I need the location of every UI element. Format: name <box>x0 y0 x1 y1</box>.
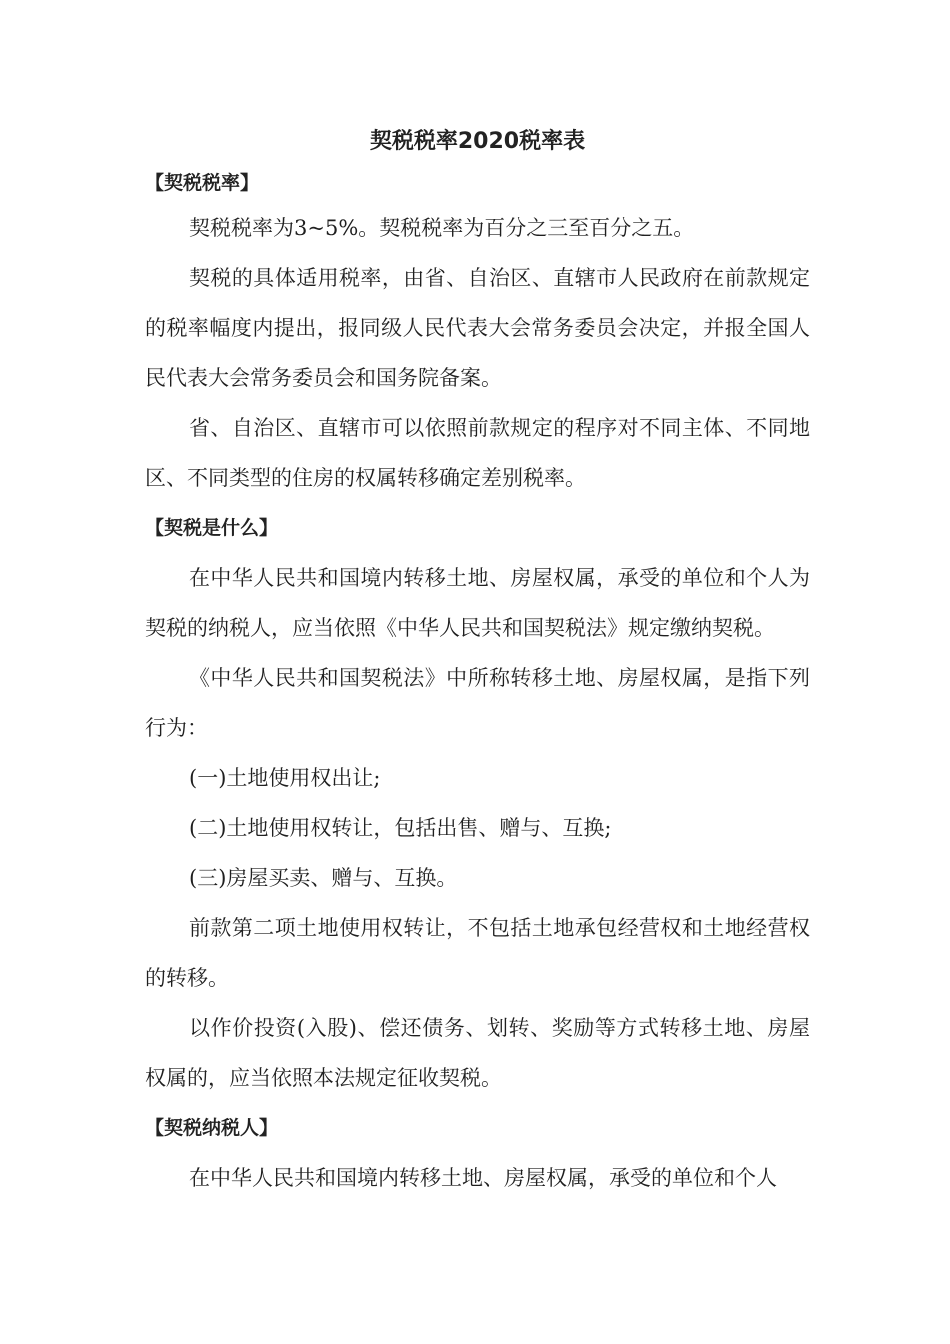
section-tax-rate <box>145 163 810 503</box>
list-item: (三)房屋买卖、赠与、互换。 <box>189 866 458 890</box>
paragraph: 在中华人民共和国境内转移土地、房屋权属，承受的单位和个人 <box>189 1166 777 1190</box>
paragraph: 省、自治区、直辖市可以依照前款规定的程序对不同主体、不同地区、不同类型的住房的权属转移确定差别税率。 <box>145 416 810 490</box>
list-item: (一)土地使用权出让; <box>189 766 381 790</box>
paragraph: 以作价投资(入股)、偿还债务、划转、奖励等方式转移土地、房屋权属的，应当依照本法规定征收契税。 <box>145 1016 810 1090</box>
paragraph: 前款第二项土地使用权转让，不包括土地承包经营权和土地经营权的转移。 <box>145 916 810 990</box>
section-heading: 【契税税率】 <box>145 172 260 194</box>
list-item: (二)土地使用权转让，包括出售、赠与、互换; <box>189 816 612 840</box>
paragraph: 契税税率为3~5%。契税税率为百分之三至百分之五。 <box>189 216 695 240</box>
section-heading: 【契税是什么】 <box>145 517 279 539</box>
section-taxpayer <box>145 1103 810 1203</box>
paragraph: 《中华人民共和国契税法》中所称转移土地、房屋权属，是指下列行为： <box>145 666 810 740</box>
section-what-is-deed-tax <box>145 503 810 1103</box>
paragraph: 契税的具体适用税率，由省、自治区、直辖市人民政府在前款规定的税率幅度内提出，报同级人民代表大会常务委员会决定，并报全国人民代表大会常务委员会和国务院备案。 <box>145 266 810 390</box>
document-title: 契税税率2020税率表 <box>369 129 586 154</box>
section-heading: 【契税纳税人】 <box>145 1117 279 1139</box>
paragraph: 在中华人民共和国境内转移土地、房屋权属，承受的单位和个人为契税的纳税人，应当依照《中华人民共和国契税法》规定缴纳契税。 <box>145 566 810 640</box>
document-body <box>145 121 810 1203</box>
